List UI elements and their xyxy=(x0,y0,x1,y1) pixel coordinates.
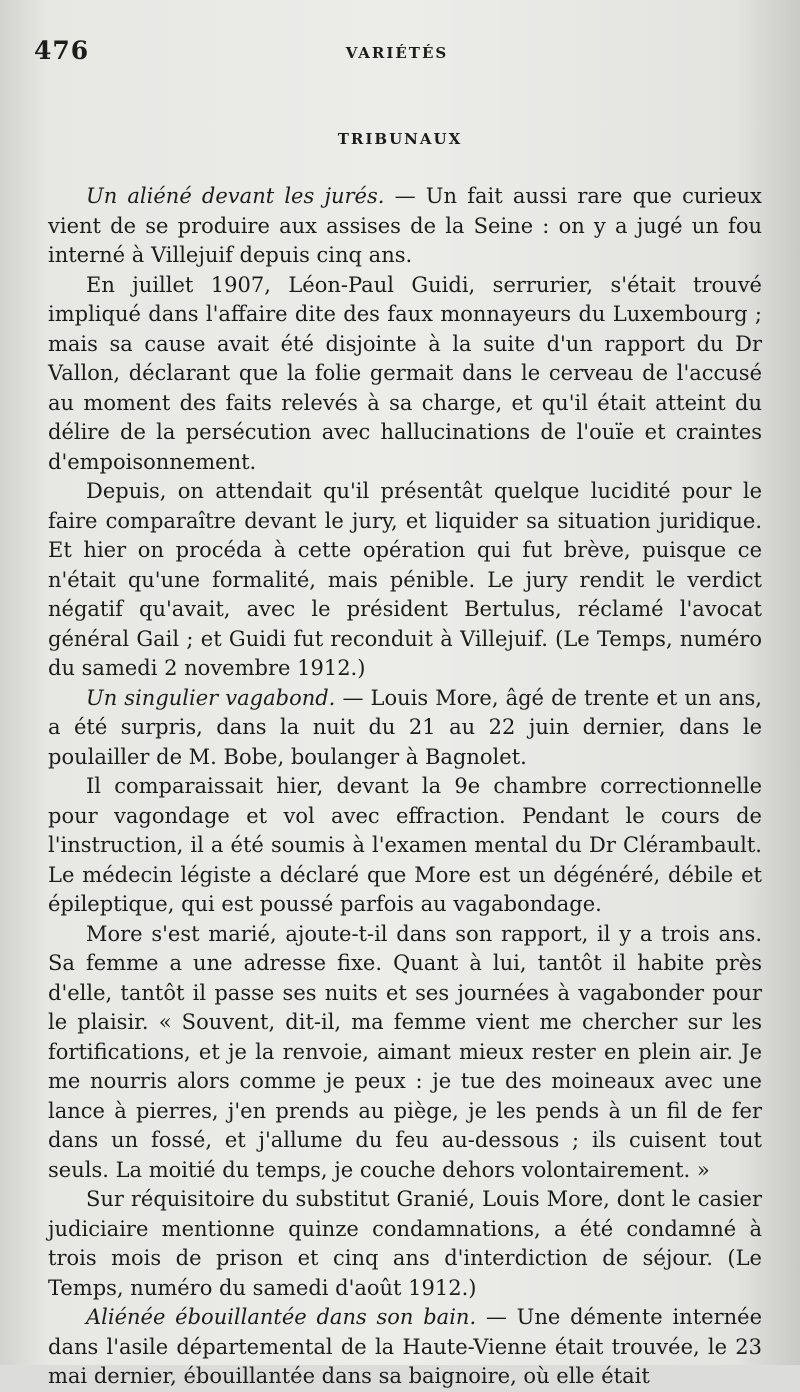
article-2-paragraph-1 xyxy=(48,684,762,773)
paragraph-text: — Louis More, âgé de trente et un ans, a été surpris, dans la nuit du 21 au 22 juin dernier, dans le poulailler de M. Bobe, boulanger à Bagnolet. xyxy=(48,685,762,769)
page-number: 476 xyxy=(34,36,90,65)
article-title: Un singulier vagabond. xyxy=(86,685,336,710)
section-title: TRIBUNAUX xyxy=(337,130,463,148)
article-1-paragraph-2: En juillet 1907, Léon-Paul Guidi, serrurier, s'était trouvé impliqué dans l'affaire dite des faux monnayeurs du Luxembourg ; mais sa cause avait été disjointe à la suite d'un rapport du Dr Vallon, déclarant que la folie germait dans le cerveau de l'accusé au moment des faits relevés à sa charge, et qu'il était atteint du délire de la persécution avec hallucinations de l'ouïe et craintes d'empoisonnement. xyxy=(48,272,762,474)
running-head: VARIÉTÉS xyxy=(345,44,449,62)
article-2-paragraph-3: More s'est marié, ajoute-t-il dans son rapport, il y a trois ans. Sa femme a une adresse fixe. Quant à lui, tantôt il habite près d'elle, tantôt il passe ses nuits et ses journées à vagabonder pour le plaisir. « Souvent, dit-il, ma femme vient me chercher sur les fortifications, et je la renvoie, aimant mieux rester en plein air. Je me nourris alors comme je peux : je tue des moineaux avec une lance à pierres, j'en prends au piège, je les pends à un fil de fer dans un fossé, et j'allume du feu au-dessous ; ils cuisent tout seuls. La moitié du temps, je couche dehors volontairement. » xyxy=(48,921,762,1182)
page-header xyxy=(34,36,760,72)
article-1-paragraph-3: Depuis, on attendait qu'il présentât quelque lucidité pour le faire comparaître devant le jury, et liquider sa situation juridique. Et hier on procéda à cette opération qui fut brève, puisque ce n'était qu'une formalité, mais pénible. Le jury rendit le verdict négatif qu'avait, avec le président Bertulus, réclamé l'avocat général Gail ; et Guidi fut reconduit à Villejuif. (Le Temps, numéro du samedi 2 novembre 1912.) xyxy=(48,479,762,680)
article-title: Un aliéné devant les jurés. xyxy=(86,184,385,208)
article-title: Aliénée ébouillantée dans son bain. xyxy=(86,1305,477,1329)
article-3-paragraph-1 xyxy=(48,1303,762,1392)
article-1-paragraph-1 xyxy=(48,182,762,271)
paragraph-text: — Un fait aussi rare que curieux vient de se produire aux assises de la Seine : on y a jugé un fou interné à Villejuif depuis cinq ans. xyxy=(48,184,762,267)
article-body xyxy=(48,182,762,1392)
article-2-paragraph-2: Il comparaissait hier, devant la 9e chambre correctionnelle pour vagondage et vol avec effraction. Pendant le cours de l'instruction, il a été soumis à l'examen mental du Dr Clérambault. Le médecin légiste a déclaré que More est un dégénéré, débile et épileptique, qui est poussé parfois au vagabondage. xyxy=(48,774,762,916)
article-2-paragraph-4: Sur réquisitoire du substitut Granié, Louis More, dont le casier judiciaire mentionne quinze condamnations, a été condamné à trois mois de prison et cinq ans d'interdiction de séjour. (Le Temps, numéro du samedi d'août 1912.) xyxy=(48,1187,762,1300)
paragraph-text: — Une démente internée dans l'asile départemental de la Haute-Vienne était trouvée, le 23 mai dernier, ébouillantée dans sa baignoire, où elle était xyxy=(48,1305,762,1388)
